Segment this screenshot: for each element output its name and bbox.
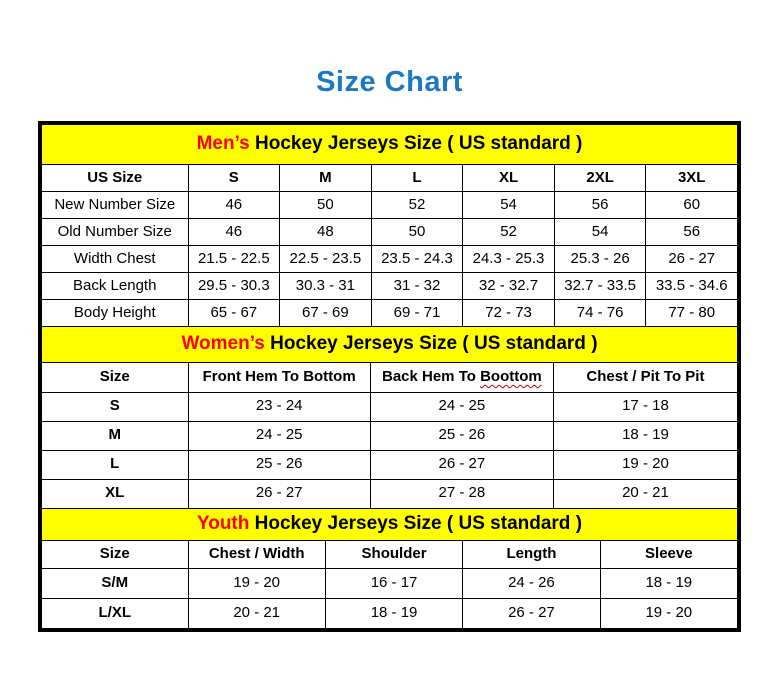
row-label: L <box>42 450 189 479</box>
youth-section-header-row <box>42 509 738 541</box>
row-label: Old Number Size <box>42 219 189 246</box>
row-label: Back Length <box>42 273 189 300</box>
table-row <box>42 450 738 479</box>
mens-section-header <box>42 125 738 165</box>
header-cell: Shoulder <box>325 541 462 569</box>
table-cell: 17 - 18 <box>553 392 737 421</box>
table-cell: 26 - 27 <box>646 246 738 273</box>
header-cell: 2XL <box>554 165 646 192</box>
header-cell: Length <box>463 541 600 569</box>
table-cell: 52 <box>463 219 555 246</box>
row-label: S/M <box>42 569 189 599</box>
header-text: Back Hem To <box>381 367 481 385</box>
table-cell: 33.5 - 34.6 <box>646 273 738 300</box>
table-row <box>42 479 738 508</box>
table-cell: 46 <box>188 219 280 246</box>
table-cell: 22.5 - 23.5 <box>280 246 372 273</box>
row-label: New Number Size <box>42 192 189 219</box>
page-title: Size Chart <box>316 66 463 98</box>
table-cell: 26 - 27 <box>188 479 370 508</box>
header-cell: US Size <box>42 165 189 192</box>
table-cell: 54 <box>554 219 646 246</box>
row-label: M <box>42 421 189 450</box>
row-label: S <box>42 392 189 421</box>
table-cell: 72 - 73 <box>463 300 555 327</box>
header-cell: Size <box>42 362 189 392</box>
womens-size-table <box>41 327 738 509</box>
row-label: XL <box>42 479 189 508</box>
table-cell: 56 <box>554 192 646 219</box>
row-label: Body Height <box>42 300 189 327</box>
size-chart-tables <box>38 121 741 632</box>
womens-label-accent: Women’s <box>181 332 265 354</box>
womens-section-header <box>42 327 738 362</box>
womens-section-header-row <box>42 327 738 362</box>
table-cell: 31 - 32 <box>371 273 463 300</box>
table-cell: 16 - 17 <box>325 569 462 599</box>
table-cell: 18 - 19 <box>325 599 462 629</box>
table-cell: 25 - 26 <box>188 450 370 479</box>
table-cell: 32.7 - 33.5 <box>554 273 646 300</box>
header-cell: Sleeve <box>600 541 737 569</box>
table-cell: 25 - 26 <box>370 421 553 450</box>
table-cell: 25.3 - 26 <box>554 246 646 273</box>
youth-label-accent: Youth <box>196 512 250 534</box>
table-row <box>42 421 738 450</box>
header-cell: S <box>188 165 280 192</box>
header-cell: M <box>280 165 372 192</box>
header-cell: L <box>371 165 463 192</box>
table-cell: 56 <box>646 219 738 246</box>
row-label: L/XL <box>42 599 189 629</box>
table-row <box>42 569 738 599</box>
table-cell: 19 - 20 <box>188 569 325 599</box>
table-cell: 24 - 25 <box>188 421 370 450</box>
table-cell: 48 <box>280 219 372 246</box>
youth-column-header-row <box>42 541 738 569</box>
header-cell: XL <box>463 165 555 192</box>
mens-section-header-row <box>42 125 738 165</box>
table-cell: 19 - 20 <box>600 599 737 629</box>
womens-label-rest: Hockey Jerseys Size ( US standard ) <box>264 332 598 354</box>
table-row <box>42 300 738 327</box>
table-cell: 20 - 21 <box>188 599 325 629</box>
table-cell: 30.3 - 31 <box>280 273 372 300</box>
table-row <box>42 192 738 219</box>
table-cell: 54 <box>463 192 555 219</box>
mens-column-header-row <box>42 165 738 192</box>
womens-column-header-row <box>42 362 738 392</box>
table-cell: 29.5 - 30.3 <box>188 273 280 300</box>
table-cell: 24 - 25 <box>370 392 553 421</box>
table-row <box>42 246 738 273</box>
header-cell-misspelled <box>370 362 553 392</box>
mens-label-rest: Hockey Jerseys Size ( US standard ) <box>249 133 583 155</box>
table-cell: 24.3 - 25.3 <box>463 246 555 273</box>
header-cell: Front Hem To Bottom <box>188 362 370 392</box>
table-cell: 21.5 - 22.5 <box>188 246 280 273</box>
table-row <box>42 273 738 300</box>
table-cell: 50 <box>280 192 372 219</box>
table-cell: 26 - 27 <box>463 599 600 629</box>
mens-label-accent: Men’s <box>196 133 250 155</box>
table-cell: 20 - 21 <box>553 479 737 508</box>
header-cell: Size <box>42 541 189 569</box>
table-cell: 23.5 - 24.3 <box>371 246 463 273</box>
table-cell: 23 - 24 <box>188 392 370 421</box>
table-cell: 18 - 19 <box>600 569 737 599</box>
table-cell: 67 - 69 <box>280 300 372 327</box>
table-row <box>42 219 738 246</box>
table-cell: 32 - 32.7 <box>463 273 555 300</box>
row-label: Width Chest <box>42 246 189 273</box>
youth-section-header <box>42 509 738 541</box>
table-cell: 24 - 26 <box>463 569 600 599</box>
table-cell: 65 - 67 <box>188 300 280 327</box>
table-cell: 46 <box>188 192 280 219</box>
table-row <box>42 392 738 421</box>
table-cell: 50 <box>371 219 463 246</box>
table-cell: 60 <box>646 192 738 219</box>
youth-label-rest: Hockey Jerseys Size ( US standard ) <box>249 512 583 534</box>
header-cell: Chest / Pit To Pit <box>553 362 737 392</box>
table-cell: 74 - 76 <box>554 300 646 327</box>
table-cell: 27 - 28 <box>370 479 553 508</box>
table-cell: 77 - 80 <box>646 300 738 327</box>
table-cell: 69 - 71 <box>371 300 463 327</box>
table-cell: 52 <box>371 192 463 219</box>
youth-size-table <box>41 509 738 630</box>
table-cell: 19 - 20 <box>553 450 737 479</box>
misspelled-word: Boottom <box>480 367 542 385</box>
header-cell: Chest / Width <box>188 541 325 569</box>
table-cell: 18 - 19 <box>553 421 737 450</box>
header-cell: 3XL <box>646 165 738 192</box>
table-row <box>42 599 738 629</box>
table-cell: 26 - 27 <box>370 450 553 479</box>
mens-size-table <box>41 124 738 327</box>
